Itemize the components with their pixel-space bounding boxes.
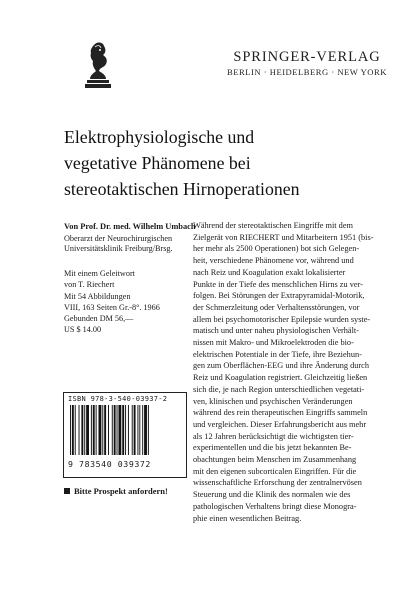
- description-line: experimentellen und die bis jetzt bekannten Be-: [193, 443, 352, 453]
- barcode-bars: [68, 405, 182, 457]
- description-line: ven, klinischen und psychischen Veränderungen: [193, 396, 353, 406]
- affiliation-line: Universitätsklinik Freiburg/Brsg.: [64, 244, 173, 254]
- description-line: der Schmerzleitung oder Verhaltensstörungen, vor: [193, 302, 360, 312]
- description-line: obachtungen beim Menschen im Zusammenhang: [193, 455, 357, 465]
- description-line: allem bei psychomotorischer Epilepsie wurden syste-: [193, 314, 371, 324]
- description-line: und vergleichen. Dieser Erfahrungsbericht aus mehr: [193, 419, 367, 429]
- description-line: gen zum Oberflächen-EEG und ihre Änderung durch: [193, 361, 370, 371]
- book-description: [193, 220, 401, 524]
- prospekt-text: Bitte Prospekt anfordern!: [74, 486, 168, 496]
- description-line: sich die, je nach Region unterschiedlichen vegetati-: [193, 384, 365, 394]
- description-line: Reiz und Koagulation registriert. Gleichzeitig ließen: [193, 373, 368, 383]
- publisher-name: SPRINGER-VERLAG: [233, 49, 381, 65]
- barcode-box: [63, 392, 187, 478]
- book-author: Von Prof. Dr. med. Wilhelm Umbach: [64, 222, 196, 231]
- square-bullet-icon: [64, 488, 70, 494]
- detail-line: Mit 54 Abbildungen: [64, 291, 131, 301]
- description-line: während des rein therapeutischen Eingriffs sammeln: [193, 408, 368, 418]
- description-line: Zielgerät von RIECHERT und Mitarbeitern 1951 (bis-: [193, 232, 374, 242]
- detail-line: VIII, 163 Seiten Gr.-8°. 1966: [64, 302, 160, 312]
- title-line: stereotaktischen Hirnoperationen: [64, 179, 300, 199]
- book-title: [64, 124, 404, 202]
- description-line: Während der stereotaktischen Eingriffe mit dem: [193, 221, 353, 230]
- barcode-number: 9 783540 039372: [68, 459, 151, 469]
- detail-line: Gebunden DM 56,—: [64, 314, 134, 324]
- description-line: Punkte in der Tiefe des menschlichen Hirns zu ver-: [193, 279, 363, 289]
- description-line: Steuerung und die Klinik des normalen wie des: [193, 490, 351, 500]
- isbn-label: ISBN 978-3-540-03937-2: [68, 395, 168, 403]
- affiliation-line: Oberarzt der Neurochirurgischen: [64, 234, 173, 243]
- description-line: mit den eigenen subcorticalen Eingriffen. Für die: [193, 466, 357, 476]
- springer-knight-logo-icon: [84, 40, 112, 90]
- description-line: elektrischen Potentiale in der Tiefe, ihre Beziehun-: [193, 349, 362, 359]
- detail-line: von T. Riechert: [64, 280, 115, 290]
- description-line: her mehr als 2500 Operationen) bot sich Gelegen-: [193, 244, 360, 254]
- description-line: als 12 Jahren berücksichtigt die wichtigsten tier-: [193, 431, 354, 441]
- description-line: matisch und unter naheu physiologischen Verhält-: [193, 326, 359, 336]
- publisher-cities: BERLIN · HEIDELBERG · NEW YORK: [227, 67, 387, 77]
- detail-line: Mit einem Geleitwort: [64, 269, 135, 278]
- detail-line: US $ 14.00: [64, 325, 102, 335]
- description-line: heit, verschiedene Phänomene vor, während und: [193, 256, 354, 266]
- description-line: folgen. Bei Störungen der Extrapyramidal-Motorik,: [193, 291, 365, 301]
- description-line: pathologischen Verhaltens bringt diese Monogra-: [193, 501, 357, 511]
- description-line: wissenschaftliche Erforschung der zentralnervösen: [193, 478, 362, 488]
- description-line: nissen mit Makro- und Mikroelektroden die bio-: [193, 338, 354, 348]
- title-line: vegetative Phänomene bei: [64, 153, 251, 173]
- title-line: Elektrophysiologische und: [64, 127, 255, 147]
- description-line: nach Reiz und Koagulation exakt lokalisierter: [193, 267, 346, 277]
- description-line: phie einen wesentlichen Beitrag.: [193, 513, 302, 523]
- prospekt-notice: [64, 486, 168, 496]
